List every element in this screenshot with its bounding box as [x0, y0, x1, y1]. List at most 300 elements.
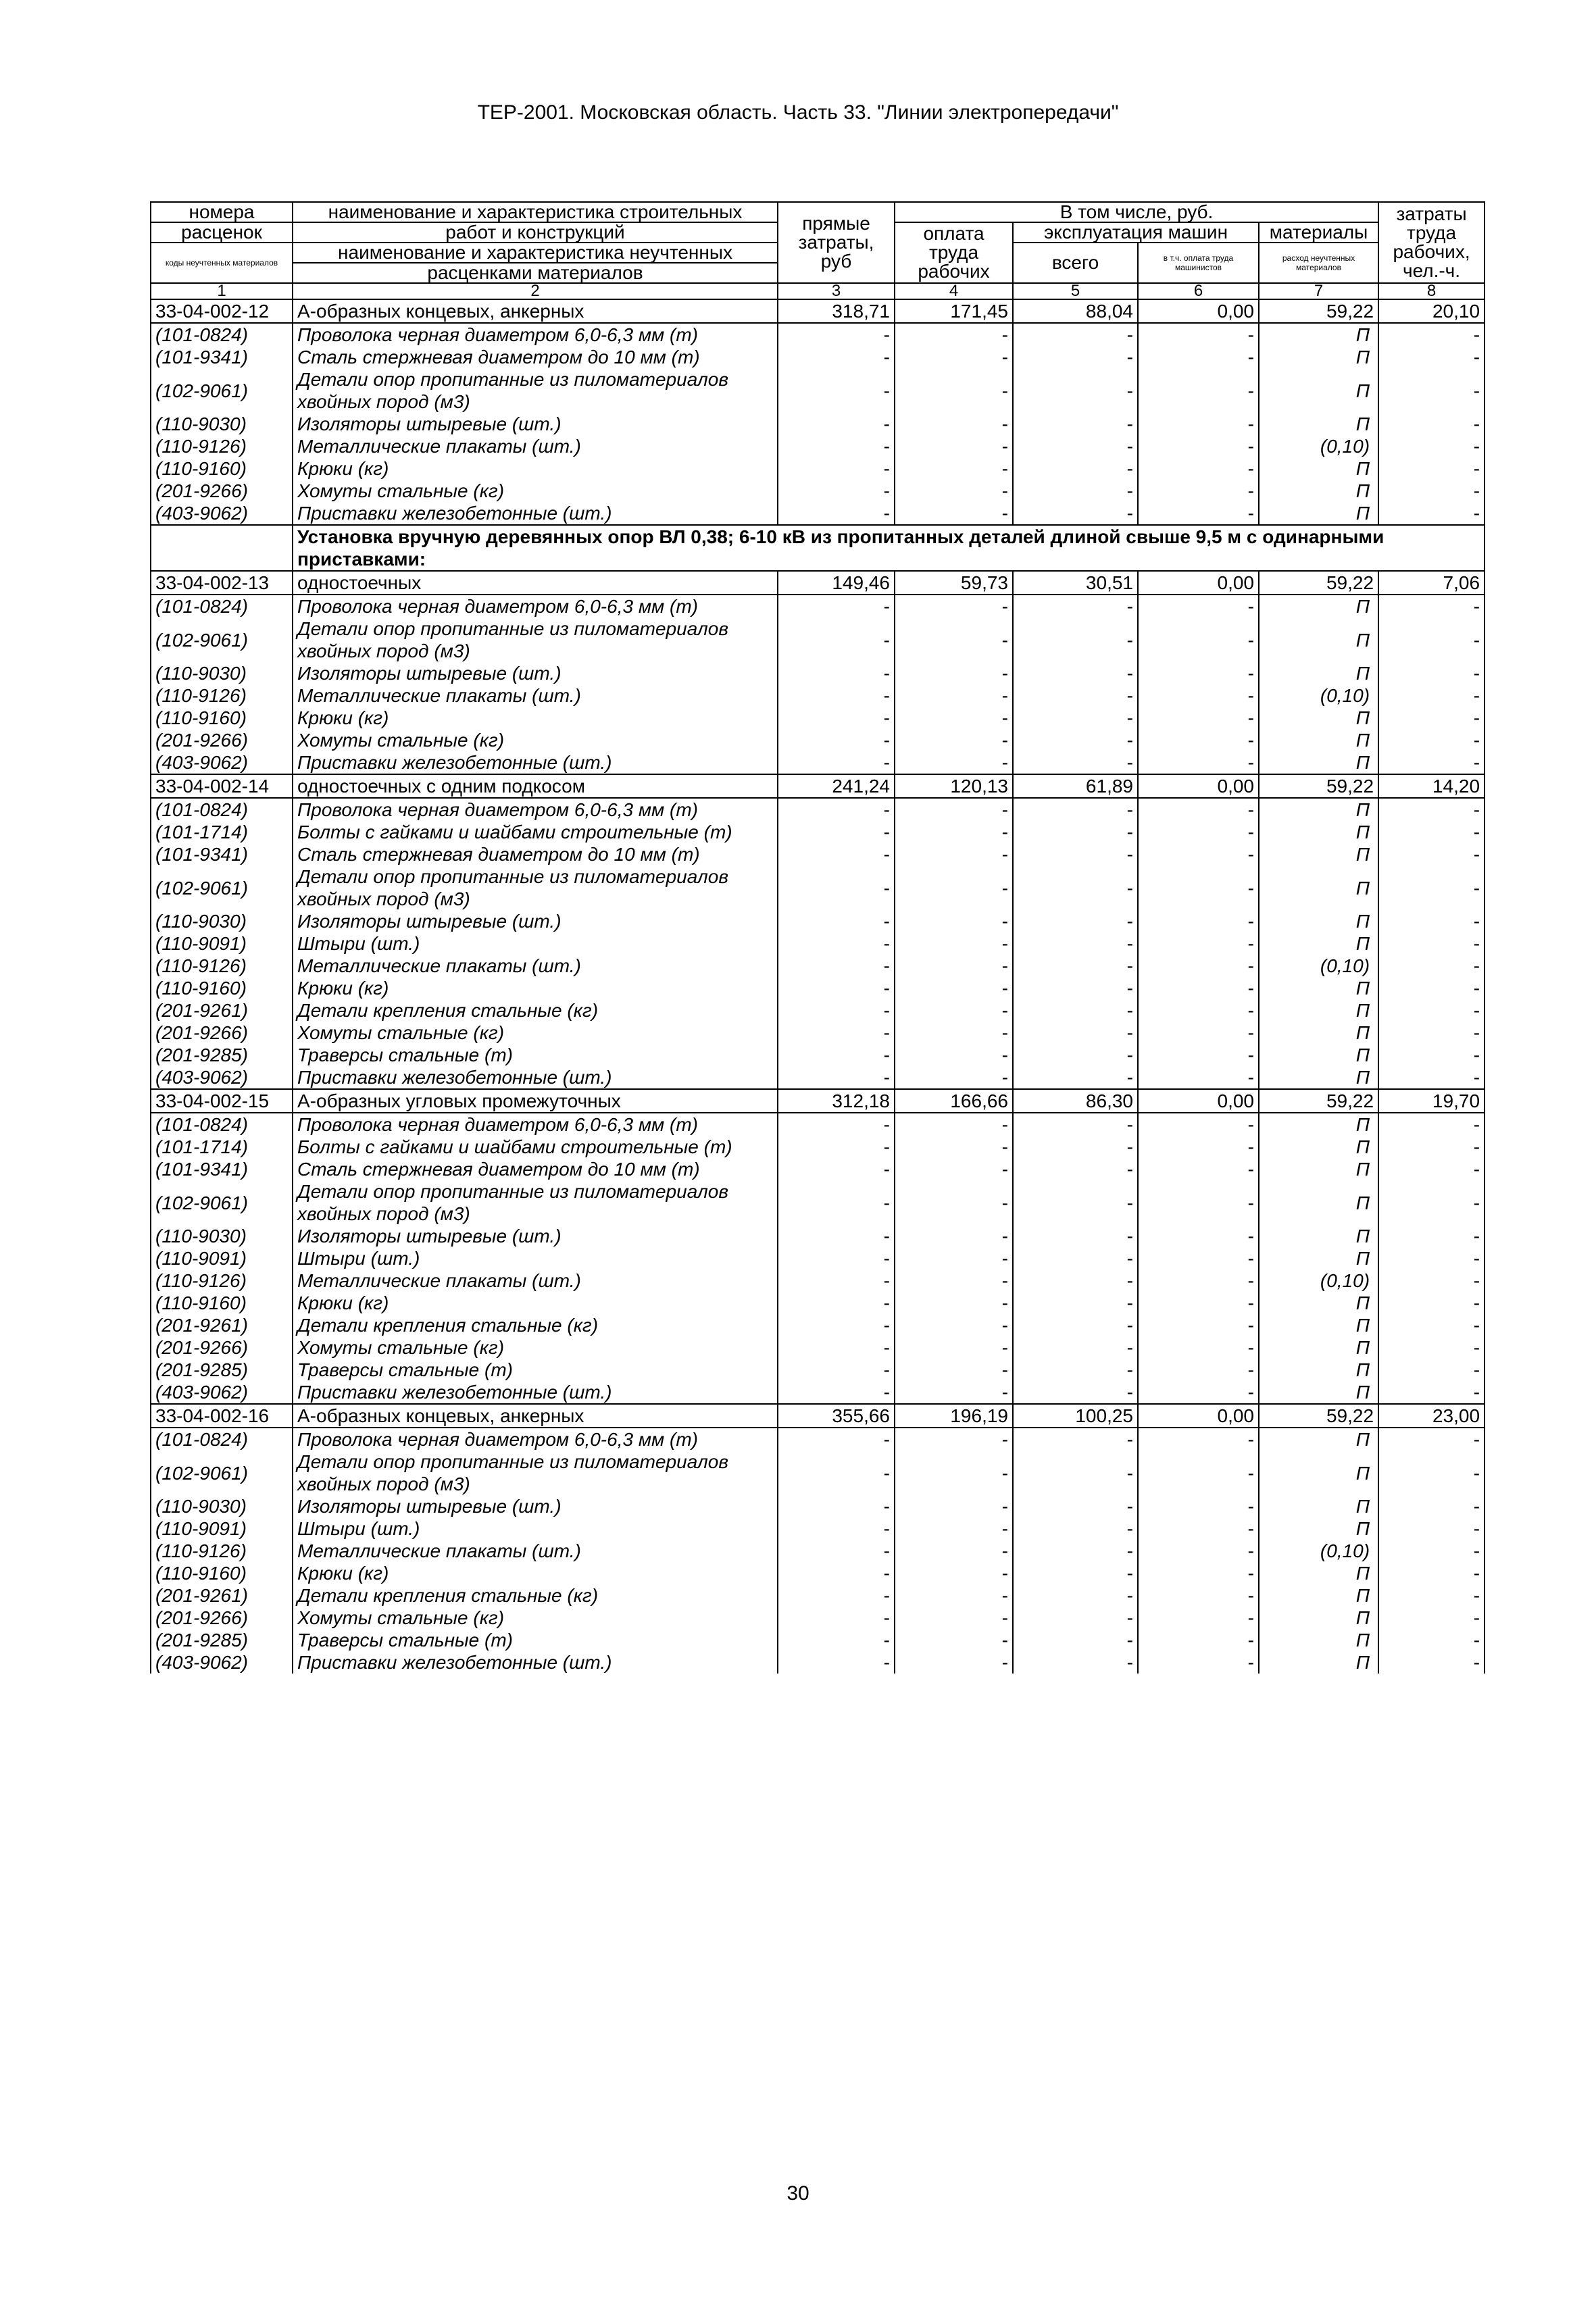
machines-total: - — [1013, 346, 1138, 368]
material-code: (201-9261) — [151, 999, 293, 1022]
labor-costs: - — [1378, 1292, 1485, 1314]
material-name: Болты с гайками и шайбами строительные (т) — [293, 1136, 778, 1158]
labor-costs: - — [1378, 1180, 1485, 1225]
machines-wages: - — [1138, 1451, 1259, 1495]
material-name: Сталь стержневая диаметром до 10 мм (т) — [293, 1158, 778, 1180]
materials: П — [1259, 323, 1378, 346]
material-code: (110-9126) — [151, 955, 293, 977]
wages: - — [895, 1113, 1013, 1136]
direct-costs: - — [778, 1314, 895, 1336]
machines-wages: - — [1138, 684, 1259, 707]
material-name: Штыри (шт.) — [293, 1247, 778, 1269]
column-number: 8 — [1378, 283, 1485, 299]
material-name: Штыри (шт.) — [293, 932, 778, 955]
rate-name: А-образных концевых, анкерных — [293, 299, 778, 323]
materials: П — [1259, 457, 1378, 480]
machines-total: - — [1013, 457, 1138, 480]
labor-costs: - — [1378, 1381, 1485, 1404]
header-name: наименование и характеристика строительных — [293, 202, 778, 222]
rate-code: 33-04-002-16 — [151, 1404, 293, 1428]
material-row — [151, 413, 1485, 435]
material-code: (201-9266) — [151, 1336, 293, 1359]
material-row — [151, 1428, 1485, 1451]
wages: - — [895, 1336, 1013, 1359]
direct-costs: - — [778, 798, 895, 821]
material-code: (101-0824) — [151, 323, 293, 346]
labor-costs: - — [1378, 1629, 1485, 1651]
labor-costs: - — [1378, 1359, 1485, 1381]
machines-wages: - — [1138, 843, 1259, 865]
material-code: (101-0824) — [151, 595, 293, 618]
material-row — [151, 323, 1485, 346]
machines-wages: - — [1138, 595, 1259, 618]
material-name: Детали крепления стальные (кг) — [293, 1314, 778, 1336]
labor-costs: - — [1378, 843, 1485, 865]
direct-costs: 149,46 — [778, 571, 895, 595]
materials: П — [1259, 932, 1378, 955]
machines-total: - — [1013, 751, 1138, 774]
machines-wages: - — [1138, 1359, 1259, 1381]
machines-wages: - — [1138, 1180, 1259, 1225]
materials: П — [1259, 1495, 1378, 1517]
materials: П — [1259, 707, 1378, 729]
material-name: Хомуты стальные (кг) — [293, 1607, 778, 1629]
direct-costs: - — [778, 1136, 895, 1158]
header-direct-costs: прямые затраты, руб — [778, 202, 895, 283]
wages: - — [895, 843, 1013, 865]
header-wages: оплата труда рабочих — [895, 222, 1013, 283]
machines-total: - — [1013, 1044, 1138, 1066]
machines-total: - — [1013, 502, 1138, 525]
wages: - — [895, 1044, 1013, 1066]
material-name: Приставки железобетонные (шт.) — [293, 1066, 778, 1089]
machines-wages: - — [1138, 932, 1259, 955]
direct-costs: - — [778, 821, 895, 843]
direct-costs: - — [778, 684, 895, 707]
direct-costs: - — [778, 729, 895, 751]
material-row — [151, 910, 1485, 932]
labor-costs: 14,20 — [1378, 774, 1485, 798]
material-name: Проволока черная диаметром 6,0-6,3 мм (т) — [293, 595, 778, 618]
header-code-line2: расценок — [151, 222, 293, 243]
labor-costs: - — [1378, 1269, 1485, 1292]
labor-costs: - — [1378, 1651, 1485, 1674]
labor-costs: - — [1378, 346, 1485, 368]
machines-total: - — [1013, 1136, 1138, 1158]
column-number: 5 — [1013, 283, 1138, 299]
material-code: (110-9126) — [151, 1269, 293, 1292]
direct-costs: - — [778, 1225, 895, 1247]
direct-costs: - — [778, 1584, 895, 1607]
machines-total: - — [1013, 729, 1138, 751]
material-row — [151, 1136, 1485, 1158]
wages: 120,13 — [895, 774, 1013, 798]
machines-wages: 0,00 — [1138, 774, 1259, 798]
materials: П — [1259, 843, 1378, 865]
material-row — [151, 707, 1485, 729]
machines-total: - — [1013, 435, 1138, 457]
header-name-line4: расценками материалов — [293, 263, 778, 283]
material-row — [151, 1629, 1485, 1651]
material-row — [151, 1225, 1485, 1247]
machines-wages: 0,00 — [1138, 1404, 1259, 1428]
labor-costs: - — [1378, 1044, 1485, 1066]
column-number: 7 — [1259, 283, 1378, 299]
wages: - — [895, 1451, 1013, 1495]
material-code: (110-9160) — [151, 977, 293, 999]
header-machines-wages: в т.ч. оплата труда машинистов — [1138, 243, 1259, 283]
material-code: (101-9341) — [151, 1158, 293, 1180]
materials: П — [1259, 910, 1378, 932]
materials: П — [1259, 1562, 1378, 1584]
machines-wages: - — [1138, 1113, 1259, 1136]
machines-wages: - — [1138, 798, 1259, 821]
material-name: Детали опор пропитанные из пиломатериалов хвойных пород (м3) — [293, 368, 778, 413]
material-name: Крюки (кг) — [293, 707, 778, 729]
machines-total: - — [1013, 1495, 1138, 1517]
material-row — [151, 1113, 1485, 1136]
machines-wages: - — [1138, 1022, 1259, 1044]
materials: П — [1259, 1113, 1378, 1136]
machines-total: 30,51 — [1013, 571, 1138, 595]
machines-total: - — [1013, 1359, 1138, 1381]
material-code: (110-9030) — [151, 910, 293, 932]
material-name: Изоляторы штыревые (шт.) — [293, 662, 778, 684]
material-name: Штыри (шт.) — [293, 1517, 778, 1540]
machines-wages: 0,00 — [1138, 1089, 1259, 1113]
material-name: Приставки железобетонные (шт.) — [293, 751, 778, 774]
labor-costs: - — [1378, 932, 1485, 955]
materials: П — [1259, 1314, 1378, 1336]
materials: П — [1259, 1158, 1378, 1180]
material-code: (101-1714) — [151, 821, 293, 843]
wages: 166,66 — [895, 1089, 1013, 1113]
material-code: (201-9266) — [151, 1022, 293, 1044]
labor-costs: - — [1378, 1562, 1485, 1584]
direct-costs: - — [778, 1247, 895, 1269]
machines-wages: - — [1138, 1607, 1259, 1629]
machines-wages: - — [1138, 346, 1259, 368]
material-row — [151, 1336, 1485, 1359]
column-number: 6 — [1138, 283, 1259, 299]
machines-total: - — [1013, 1113, 1138, 1136]
machines-total: - — [1013, 1451, 1138, 1495]
machines-total: 88,04 — [1013, 299, 1138, 323]
wages: - — [895, 1180, 1013, 1225]
materials: П — [1259, 1247, 1378, 1269]
wages: - — [895, 1022, 1013, 1044]
labor-costs: - — [1378, 1158, 1485, 1180]
material-code: (101-0824) — [151, 798, 293, 821]
wages: - — [895, 1066, 1013, 1089]
wages: - — [895, 1584, 1013, 1607]
rate-row — [151, 1089, 1485, 1113]
labor-costs: - — [1378, 1428, 1485, 1451]
labor-costs: - — [1378, 1066, 1485, 1089]
direct-costs: - — [778, 435, 895, 457]
labor-costs: - — [1378, 707, 1485, 729]
material-code: (110-9030) — [151, 413, 293, 435]
materials: П — [1259, 368, 1378, 413]
material-row — [151, 1359, 1485, 1381]
materials: П — [1259, 1359, 1378, 1381]
machines-wages: - — [1138, 910, 1259, 932]
material-name: Изоляторы штыревые (шт.) — [293, 910, 778, 932]
machines-wages: - — [1138, 1292, 1259, 1314]
machines-wages: - — [1138, 1381, 1259, 1404]
material-code: (102-9061) — [151, 368, 293, 413]
header-machines: эксплуатация машин — [1013, 222, 1259, 243]
material-code: (101-9341) — [151, 843, 293, 865]
labor-costs: - — [1378, 729, 1485, 751]
machines-wages: - — [1138, 955, 1259, 977]
material-code: (110-9030) — [151, 1495, 293, 1517]
machines-wages: - — [1138, 1314, 1259, 1336]
wages: - — [895, 977, 1013, 999]
labor-costs: - — [1378, 368, 1485, 413]
wages: - — [895, 1629, 1013, 1651]
material-name: Приставки железобетонные (шт.) — [293, 1381, 778, 1404]
wages: - — [895, 1158, 1013, 1180]
wages: - — [895, 1225, 1013, 1247]
material-code: (110-9091) — [151, 1517, 293, 1540]
material-row — [151, 932, 1485, 955]
column-number: 1 — [151, 283, 293, 299]
material-code: (201-9261) — [151, 1584, 293, 1607]
materials: П — [1259, 1651, 1378, 1674]
section-heading-row — [151, 525, 1485, 571]
wages: - — [895, 865, 1013, 910]
labor-costs: - — [1378, 457, 1485, 480]
material-code: (110-9160) — [151, 707, 293, 729]
wages: - — [895, 595, 1013, 618]
direct-costs: - — [778, 707, 895, 729]
machines-total: - — [1013, 1269, 1138, 1292]
labor-costs: - — [1378, 751, 1485, 774]
materials: П — [1259, 1066, 1378, 1089]
material-code: (110-9160) — [151, 1292, 293, 1314]
machines-total: - — [1013, 999, 1138, 1022]
material-name: Изоляторы штыревые (шт.) — [293, 413, 778, 435]
machines-wages: - — [1138, 821, 1259, 843]
direct-costs: - — [778, 1113, 895, 1136]
labor-costs: - — [1378, 821, 1485, 843]
material-name: Траверсы стальные (т) — [293, 1044, 778, 1066]
machines-wages: - — [1138, 413, 1259, 435]
machines-total: - — [1013, 1381, 1138, 1404]
material-row — [151, 1314, 1485, 1336]
machines-wages: - — [1138, 618, 1259, 662]
machines-wages: - — [1138, 1136, 1259, 1158]
machines-wages: - — [1138, 865, 1259, 910]
materials: 59,22 — [1259, 299, 1378, 323]
header-name-line2: работ и конструкций — [293, 222, 778, 243]
machines-wages: - — [1138, 1044, 1259, 1066]
direct-costs: - — [778, 1359, 895, 1381]
materials: П — [1259, 1584, 1378, 1607]
material-name: Детали опор пропитанные из пиломатериалов хвойных пород (м3) — [293, 1180, 778, 1225]
material-code: (101-9341) — [151, 346, 293, 368]
direct-costs: - — [778, 1158, 895, 1180]
materials: П — [1259, 1629, 1378, 1651]
labor-costs: - — [1378, 910, 1485, 932]
materials: П — [1259, 1180, 1378, 1225]
material-code: (403-9062) — [151, 751, 293, 774]
column-numbers-row — [151, 283, 1485, 299]
machines-wages: - — [1138, 1540, 1259, 1562]
direct-costs: - — [778, 1044, 895, 1066]
header-labor: затраты труда рабочих, чел.-ч. — [1378, 202, 1485, 283]
material-code: (201-9266) — [151, 480, 293, 502]
material-name: Хомуты стальные (кг) — [293, 1022, 778, 1044]
materials: П — [1259, 821, 1378, 843]
machines-total: - — [1013, 1540, 1138, 1562]
labor-costs: - — [1378, 1113, 1485, 1136]
material-name: Хомуты стальные (кг) — [293, 480, 778, 502]
column-number: 2 — [293, 283, 778, 299]
section-title: Установка вручную деревянных опор ВЛ 0,38; 6-10 кВ из пропитанных деталей длиной свыше 9,5 м с одинарными приставками: — [293, 525, 1485, 571]
materials: П — [1259, 751, 1378, 774]
material-row — [151, 1180, 1485, 1225]
header-materials: материалы — [1259, 222, 1378, 243]
material-code: (101-0824) — [151, 1428, 293, 1451]
labor-costs: - — [1378, 1225, 1485, 1247]
machines-wages: - — [1138, 1158, 1259, 1180]
material-code: (201-9261) — [151, 1314, 293, 1336]
labor-costs: - — [1378, 684, 1485, 707]
labor-costs: - — [1378, 999, 1485, 1022]
material-code: (101-0824) — [151, 1113, 293, 1136]
material-row — [151, 843, 1485, 865]
materials: П — [1259, 1381, 1378, 1404]
material-name: Изоляторы штыревые (шт.) — [293, 1225, 778, 1247]
material-row — [151, 1044, 1485, 1066]
materials: П — [1259, 1451, 1378, 1495]
wages: - — [895, 821, 1013, 843]
material-code: (102-9061) — [151, 1451, 293, 1495]
material-row — [151, 1381, 1485, 1404]
direct-costs: - — [778, 1562, 895, 1584]
material-code: (110-9091) — [151, 932, 293, 955]
machines-total: - — [1013, 1517, 1138, 1540]
material-name: Приставки железобетонные (шт.) — [293, 1651, 778, 1674]
rate-row — [151, 571, 1485, 595]
wages: - — [895, 1269, 1013, 1292]
material-row — [151, 1495, 1485, 1517]
material-name: Крюки (кг) — [293, 457, 778, 480]
materials: (0,10) — [1259, 684, 1378, 707]
material-code: (110-9126) — [151, 435, 293, 457]
material-name: Металлические плакаты (шт.) — [293, 684, 778, 707]
rates-table — [150, 201, 1485, 1674]
materials: 59,22 — [1259, 1089, 1378, 1113]
machines-total: - — [1013, 955, 1138, 977]
materials: (0,10) — [1259, 1540, 1378, 1562]
material-name: Металлические плакаты (шт.) — [293, 1269, 778, 1292]
machines-total: - — [1013, 1584, 1138, 1607]
wages: - — [895, 1651, 1013, 1674]
wages: - — [895, 707, 1013, 729]
labor-costs: - — [1378, 798, 1485, 821]
machines-wages: - — [1138, 729, 1259, 751]
rate-code: 33-04-002-14 — [151, 774, 293, 798]
materials: 59,22 — [1259, 1404, 1378, 1428]
machines-wages: 0,00 — [1138, 299, 1259, 323]
material-code: (201-9285) — [151, 1629, 293, 1651]
material-name: Проволока черная диаметром 6,0-6,3 мм (т) — [293, 798, 778, 821]
machines-total: - — [1013, 480, 1138, 502]
material-code: (110-9160) — [151, 1562, 293, 1584]
materials: (0,10) — [1259, 435, 1378, 457]
machines-wages: - — [1138, 1495, 1259, 1517]
material-code: (110-9126) — [151, 1540, 293, 1562]
table-body — [151, 299, 1485, 1674]
direct-costs: - — [778, 413, 895, 435]
materials: П — [1259, 865, 1378, 910]
direct-costs: - — [778, 1540, 895, 1562]
material-row — [151, 955, 1485, 977]
machines-wages: - — [1138, 1562, 1259, 1584]
materials: П — [1259, 1225, 1378, 1247]
machines-wages: - — [1138, 751, 1259, 774]
machines-wages: - — [1138, 368, 1259, 413]
material-name: Детали опор пропитанные из пиломатериалов хвойных пород (м3) — [293, 618, 778, 662]
material-name: Крюки (кг) — [293, 1562, 778, 1584]
material-row — [151, 457, 1485, 480]
direct-costs: - — [778, 1607, 895, 1629]
machines-wages: - — [1138, 435, 1259, 457]
material-row — [151, 1022, 1485, 1044]
rate-row — [151, 774, 1485, 798]
direct-costs: - — [778, 1651, 895, 1674]
direct-costs: - — [778, 999, 895, 1022]
direct-costs: - — [778, 1428, 895, 1451]
material-row — [151, 618, 1485, 662]
labor-costs: - — [1378, 323, 1485, 346]
wages: - — [895, 1517, 1013, 1540]
direct-costs: - — [778, 977, 895, 999]
wages: - — [895, 480, 1013, 502]
material-row — [151, 1584, 1485, 1607]
material-code: (110-9030) — [151, 662, 293, 684]
machines-total: - — [1013, 1022, 1138, 1044]
wages: - — [895, 502, 1013, 525]
machines-wages: - — [1138, 999, 1259, 1022]
machines-total: - — [1013, 595, 1138, 618]
material-code: (102-9061) — [151, 618, 293, 662]
materials: П — [1259, 1044, 1378, 1066]
direct-costs: - — [778, 932, 895, 955]
materials: П — [1259, 1292, 1378, 1314]
material-row — [151, 1651, 1485, 1674]
labor-costs: - — [1378, 1517, 1485, 1540]
direct-costs: 355,66 — [778, 1404, 895, 1428]
wages: - — [895, 1314, 1013, 1336]
material-name: Проволока черная диаметром 6,0-6,3 мм (т) — [293, 323, 778, 346]
direct-costs: 318,71 — [778, 299, 895, 323]
machines-total: - — [1013, 684, 1138, 707]
materials: П — [1259, 729, 1378, 751]
wages: - — [895, 729, 1013, 751]
wages: - — [895, 1292, 1013, 1314]
section-code-cell — [151, 525, 293, 571]
material-row — [151, 502, 1485, 525]
material-code: (101-1714) — [151, 1136, 293, 1158]
machines-total: - — [1013, 368, 1138, 413]
wages: - — [895, 751, 1013, 774]
machines-wages: - — [1138, 707, 1259, 729]
material-row — [151, 1158, 1485, 1180]
